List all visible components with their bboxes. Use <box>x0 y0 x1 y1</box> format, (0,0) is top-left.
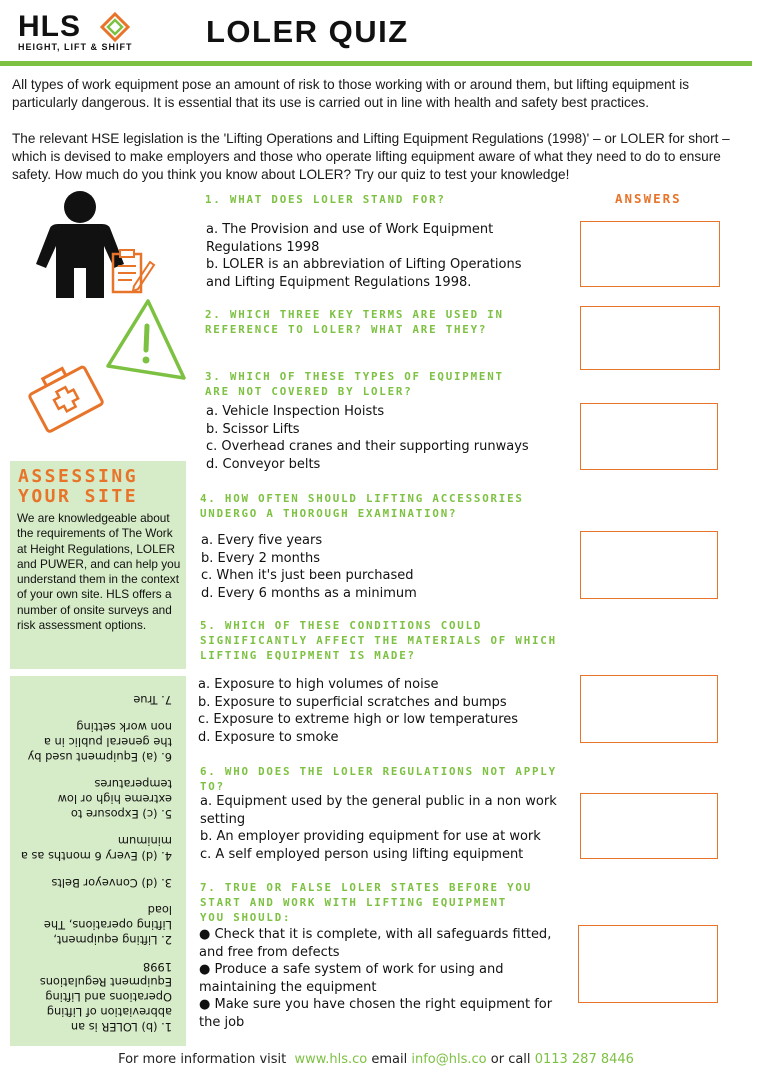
footer-phone[interactable]: 0113 287 8446 <box>534 1052 634 1067</box>
option-text: d. Every 6 months as a minimum <box>201 585 417 601</box>
footer-email-label: email <box>371 1052 408 1067</box>
option-text: b. Exposure to superficial scratches and bumps <box>198 694 507 710</box>
answer-box-6[interactable] <box>580 793 718 859</box>
question-5-options <box>198 676 518 746</box>
footer-prefix: For more information visit <box>118 1052 287 1067</box>
option-text: a. Exposure to high volumes of noise <box>198 677 439 692</box>
question-6-options <box>200 793 557 863</box>
assessing-heading-line-1: ASSESSING <box>18 466 139 487</box>
question-2: 2. WHICH THREE KEY TERMS ARE USED IN REFERENCE TO LOLER? WHAT ARE THEY? <box>205 308 504 336</box>
question-1: 1. WHAT DOES LOLER STAND FOR? <box>205 193 446 206</box>
header-divider <box>0 61 752 66</box>
answer-box-3[interactable] <box>580 403 718 470</box>
assessing-heading-line-2: YOUR SITE <box>18 486 139 507</box>
option-text: Regulations 1998 <box>206 239 320 255</box>
option-text: the job <box>199 1014 245 1030</box>
page-title: LOLER QUIZ <box>206 14 409 49</box>
question-7: 7. TRUE OR FALSE LOLER STATES BEFORE YOU START AND WORK WITH LIFTING EQUIPMENT YOU SHOULD: <box>200 881 533 924</box>
logo-tagline: HEIGHT, LIFT & SHIFT <box>18 42 133 52</box>
footer-contact <box>0 1052 752 1067</box>
option-text: a. Equipment used by the general public in a non work <box>200 794 557 809</box>
assessing-body: We are knowledgeable about the requirements of The Work at Height Regulations, LOLER and PUWER, and can help you understand them in the context of your own site. HLS offers a number of onsite surveys and risk assessment options. <box>17 511 181 633</box>
answer-key-item: 3. (d) Conveyor Belts <box>51 876 172 890</box>
clipboard-icon <box>110 248 156 296</box>
logo-diamond-icon <box>100 12 130 42</box>
answers-heading: ANSWERS <box>615 191 682 206</box>
question-4: 4. HOW OFTEN SHOULD LIFTING ACCESSORIES UNDERGO A THOROUGH EXAMINATION? <box>200 492 524 520</box>
footer-call-label: or call <box>490 1052 531 1067</box>
answer-key-item: 5. (c) Exposure to extreme high or low temperatures <box>57 777 172 821</box>
question-1-options <box>206 221 522 291</box>
option-text: a. Every five years <box>201 533 323 548</box>
question-6: 6. WHO DOES THE LOLER REGULATIONS NOT APPLY TO? <box>200 765 557 793</box>
option-text: b. Every 2 months <box>201 550 320 566</box>
option-text: b. An employer providing equipment for use at work <box>200 829 541 844</box>
intro-paragraph-1: All types of work equipment pose an amount of risk to those working with or around them, but lifting equipment is particularly dangerous. It is essential that its use is carried out in line with health and safety best practices. <box>12 77 690 110</box>
option-text: a. The Provision and use of Work Equipment <box>206 222 494 237</box>
answer-box-1[interactable] <box>580 221 720 287</box>
answer-box-7[interactable] <box>578 925 718 1003</box>
option-text: and free from defects <box>199 944 340 960</box>
option-text: setting <box>200 811 246 827</box>
question-4-options <box>201 532 417 602</box>
option-text: c. Exposure to extreme high or low temperatures <box>198 712 519 727</box>
question-3: 3. WHICH OF THESE TYPES OF EQUIPMENT ARE NOT COVERED BY LOLER? <box>205 370 504 398</box>
option-text: c. A self employed person using lifting equipment <box>200 846 524 862</box>
answer-key-panel <box>10 676 186 1046</box>
answer-key-item: 7. True <box>133 693 172 707</box>
option-text: ● Make sure you have chosen the right equipment for <box>199 997 553 1012</box>
option-text: d. Exposure to smoke <box>198 729 339 745</box>
answer-box-4[interactable] <box>580 531 718 599</box>
question-5: 5. WHICH OF THESE CONDITIONS COULD SIGNIFICANTLY AFFECT THE MATERIALS OF WHICH LIFTING EQUIPMENT IS MADE? <box>200 619 557 662</box>
option-text: maintaining the equipment <box>199 979 377 995</box>
intro-paragraph-2: The relevant HSE legislation is the 'Lifting Operations and Lifting Equipment Regulations (1998)' – or LOLER for short – which is devised to make employers and those who operate lifting equipment aware of what they need to do to ensure safety. How much do you think you know about LOLER? Try our quiz to test your knowledge! <box>12 131 730 182</box>
option-text: b. Scissor Lifts <box>206 421 300 437</box>
assessing-site-panel <box>10 461 186 669</box>
answer-key-item: 4. (d) Every 6 months as a minimum <box>20 834 172 863</box>
warning-triangle-icon <box>104 298 186 382</box>
logo-wordmark: HLS <box>18 10 81 43</box>
option-text: a. Vehicle Inspection Hoists <box>206 404 385 419</box>
answer-box-5[interactable] <box>580 675 718 743</box>
first-aid-kit-icon <box>26 352 106 434</box>
answer-key-list <box>20 680 172 1034</box>
question-7-options <box>199 926 552 1031</box>
option-text: b. LOLER is an abbreviation of Lifting Operations <box>206 257 522 272</box>
option-text: ● Produce a safe system of work for using and <box>199 962 504 977</box>
answer-key-item: 1. (b) LOLER is an abbreviation of Lifting Operations and Lifting Equipment Regulations 1998 <box>39 960 172 1034</box>
footer-website-link[interactable]: www.hls.co <box>294 1052 368 1067</box>
answer-key-item: 6. (a) Equipment used by the general public in a non work setting <box>27 720 172 764</box>
footer-email-link[interactable]: info@hls.co <box>411 1052 487 1067</box>
answer-key-item: 2. Lifting equipment, Lifting operations, The load <box>43 903 172 947</box>
assessing-heading <box>18 467 138 507</box>
option-text: and Lifting Equipment Regulations 1998. <box>206 274 472 290</box>
option-text: d. Conveyor belts <box>206 456 321 472</box>
answer-box-2[interactable] <box>580 306 720 370</box>
option-text: c. When it's just been purchased <box>201 568 414 583</box>
option-text: c. Overhead cranes and their supporting runways <box>206 439 529 454</box>
option-text: ● Check that it is complete, with all safeguards fitted, <box>199 927 552 942</box>
question-3-options <box>206 403 529 473</box>
